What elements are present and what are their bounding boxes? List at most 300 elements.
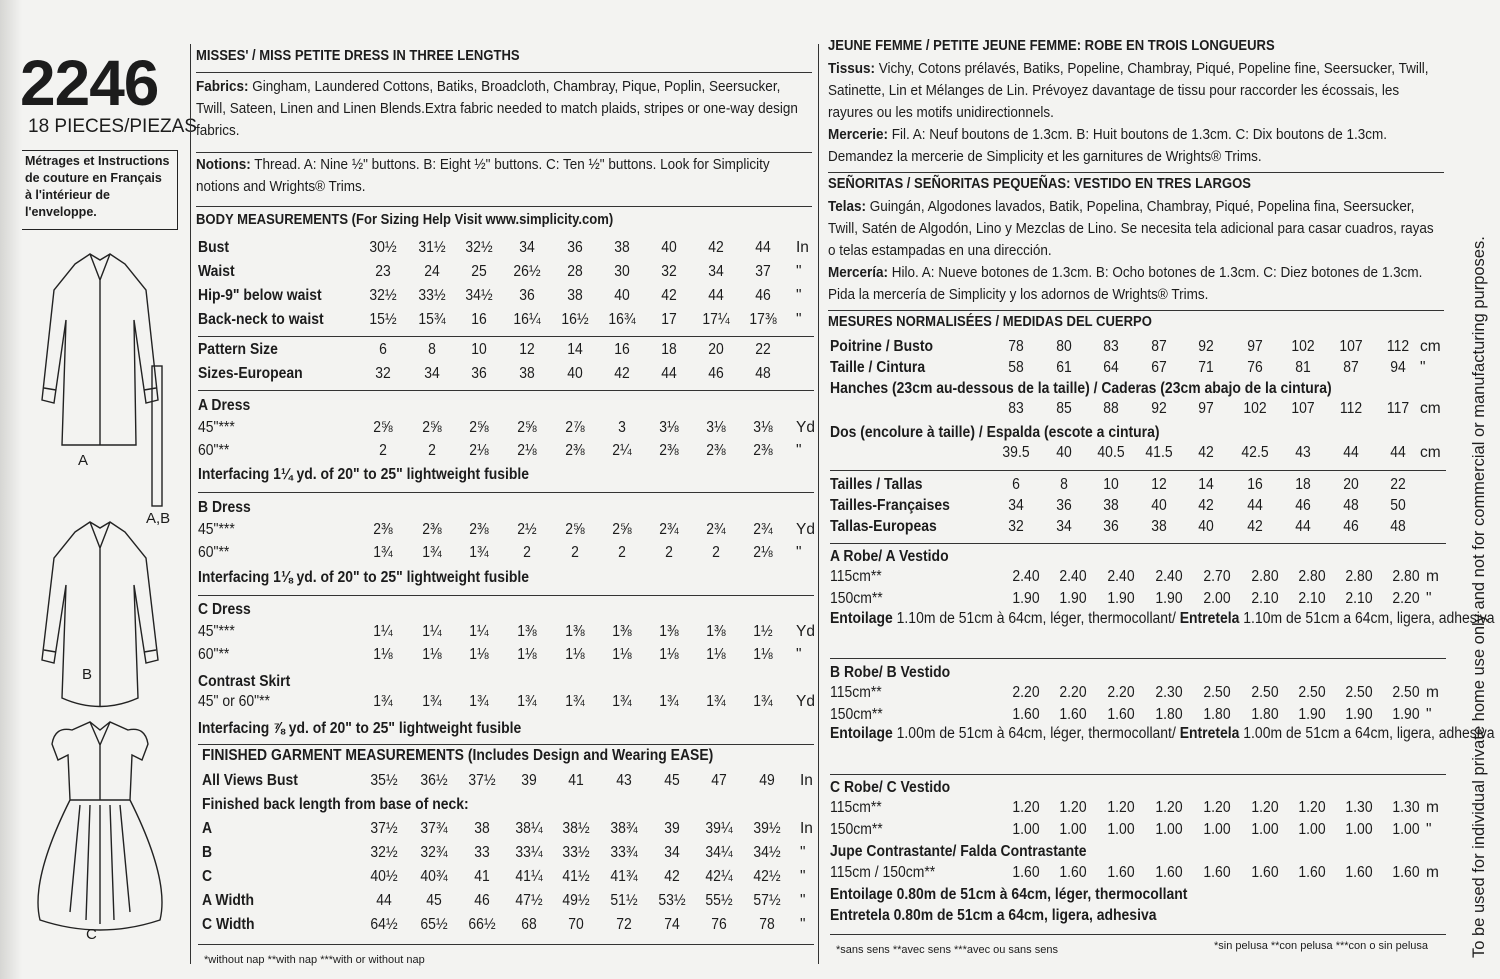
unit-label: In	[796, 239, 809, 256]
merceria-text: Hilo. A: Nueve botones de 1.3cm. B: Ocho botones de 1.3cm. C: Diez botones de 1.3cm. Pida la mercería de Simplicity y los adornos de Wrights® Trims.	[828, 264, 1423, 303]
table-cell: 36	[567, 239, 583, 256]
table-cell: 83	[1103, 338, 1119, 355]
table-cell: 1.60	[1107, 706, 1135, 723]
table-cell: 47	[711, 772, 727, 789]
table-row	[202, 772, 842, 794]
table-cell: 80	[1056, 338, 1072, 355]
row-label: 60"**	[198, 646, 230, 663]
row-label: 115cm / 150cm**	[830, 864, 936, 881]
unit-label: "	[796, 646, 802, 663]
unit-label: "	[796, 544, 802, 561]
row-label: All Views Bust	[202, 772, 298, 789]
table-cell: 44	[1343, 444, 1359, 461]
table-cell: 16¼	[513, 311, 541, 328]
table-cell: 76	[711, 916, 727, 933]
table-cell: 34	[424, 365, 440, 382]
table-cell: 24	[424, 263, 440, 280]
unit-label: "	[800, 868, 806, 885]
table-cell: 2.20	[1012, 684, 1040, 701]
row-label: Interfacing 1¼ yd. of 20" to 25" lightweight fusible	[198, 466, 530, 483]
table-cell: 42	[1198, 444, 1214, 461]
telas-text: Guingán, Algodones lavados, Batik, Popelina, Chambray, Piqué, Popelina fina, Seersucker, Twill, Satén de Algodón, Lino y Mezclas de Lino. Se necesita tela adicional para casar cuadros, rayas o telas estampadas en una dirección.	[828, 198, 1434, 259]
table-cell: 1.60	[1345, 864, 1373, 881]
table-cell: 76	[1247, 359, 1263, 376]
table-cell: 34	[1056, 518, 1072, 535]
unit-label: "	[796, 287, 802, 304]
table-cell: 1.60	[1012, 706, 1040, 723]
table-cell: 53½	[658, 892, 686, 909]
table-cell: 1.00	[1392, 821, 1420, 838]
table-cell: 42½	[753, 868, 781, 885]
notions-paragraph	[196, 154, 808, 198]
rule	[196, 72, 812, 73]
table-cell: 94	[1390, 359, 1406, 376]
column-divider	[190, 44, 191, 964]
table-cell: 117	[1386, 400, 1410, 417]
french-instructions-note	[22, 150, 178, 230]
row-label: 45"***	[198, 419, 235, 436]
row-label: C Robe/ C Vestido	[830, 779, 951, 796]
mercerie-label: Mercerie:	[828, 126, 889, 143]
table-cell: 33¾	[610, 844, 638, 861]
table-cell: 40	[1056, 444, 1072, 461]
rule	[828, 172, 1444, 173]
table-cell: 1⅜	[706, 623, 726, 640]
table-cell: 2⅜	[565, 442, 585, 459]
row-label: 45"***	[198, 521, 235, 538]
usage-disclaimer: To be used for individual private home use only and not for commercial or manufacturing purposes.	[1470, 236, 1488, 958]
table-cell: 2⅝	[373, 419, 393, 436]
french-title: JEUNE FEMME / PETITE JEUNE FEMME: ROBE EN TROIS LONGUEURS	[828, 38, 1275, 54]
table-cell: 1.60	[1107, 864, 1135, 881]
body-measurements-heading: BODY MEASUREMENTS (For Sizing Help Visit www.simplicity.com)	[196, 212, 614, 228]
table-cell: 12	[1151, 476, 1167, 493]
table-cell: 102	[1291, 338, 1315, 355]
table-cell: 2⅛	[517, 442, 537, 459]
table-cell: 2⅜	[753, 442, 773, 459]
table-cell: 1.90	[1298, 706, 1326, 723]
unit-label: "	[1426, 706, 1432, 723]
table-cell: 2	[618, 544, 626, 561]
table-cell: 1.90	[1107, 590, 1135, 607]
row-label: 45" or 60"**	[198, 693, 270, 710]
table-cell: 2.80	[1251, 568, 1279, 585]
table-cell: 42.5	[1241, 444, 1269, 461]
table-cell: 34½	[465, 287, 493, 304]
table-cell: 1⅛	[373, 646, 393, 663]
interfacing-text	[830, 725, 1495, 743]
row-label: Waist	[198, 263, 235, 280]
unit-label: cm	[1420, 444, 1441, 461]
unit-label: "	[796, 311, 802, 328]
table-row	[198, 311, 838, 333]
entretela-label: Entretela	[1179, 725, 1240, 742]
row-label: Poitrine / Busto	[830, 338, 934, 355]
table-cell: 2.10	[1345, 590, 1373, 607]
table-cell: 57½	[753, 892, 781, 909]
unit-label: In	[800, 820, 813, 837]
table-cell: 92	[1198, 338, 1214, 355]
table-cell: 1.20	[1251, 799, 1279, 816]
row-label: Finished back length from base of neck:	[202, 796, 469, 813]
french-note-line: Métrages et Instructions	[25, 154, 170, 168]
row-label: Dos (encolure à taille) / Espalda (escote a cintura)	[830, 424, 1160, 441]
table-cell: 32½	[370, 844, 398, 861]
table-row	[198, 442, 838, 464]
table-cell: 32½	[465, 239, 493, 256]
rule	[198, 390, 814, 391]
table-cell: 2	[523, 544, 531, 561]
table-cell: 46	[1343, 518, 1359, 535]
table-cell: 36½	[420, 772, 448, 789]
table-cell: 2.70	[1203, 568, 1231, 585]
table-cell: 1¾	[612, 693, 632, 710]
table-cell: 39½	[753, 820, 781, 837]
table-cell: 22	[755, 341, 771, 358]
table-cell: 1.60	[1012, 864, 1040, 881]
table-cell: 38	[614, 239, 630, 256]
english-section	[196, 48, 816, 228]
entoilage-text: 1.10m de 51cm à 64cm, léger, thermocollant/	[896, 610, 1176, 627]
row-label: Taille / Cintura	[830, 359, 926, 376]
table-cell: 41½	[562, 868, 590, 885]
table-cell: 1⅜	[612, 623, 632, 640]
table-cell: 2.80	[1298, 568, 1326, 585]
telas-label: Telas:	[828, 198, 867, 215]
unit-label: Yd	[796, 623, 815, 640]
table-cell: 1¾	[373, 693, 393, 710]
table-cell: 37½	[468, 772, 496, 789]
table-row	[830, 864, 1470, 886]
table-cell: 102	[1243, 400, 1267, 417]
table-cell: 39	[664, 820, 680, 837]
row-label: 60"**	[198, 544, 230, 561]
table-cell: 87	[1343, 359, 1359, 376]
table-cell: 2⅞	[565, 419, 585, 436]
table-cell: 1.60	[1392, 864, 1420, 881]
table-cell: 1.00	[1203, 821, 1231, 838]
table-cell: 1.30	[1345, 799, 1373, 816]
row-label: A Robe/ A Vestido	[830, 548, 949, 565]
spanish-footnote: *sin pelusa **con pelusa ***con o sin pelusa	[1214, 940, 1429, 952]
table-cell: 47½	[515, 892, 543, 909]
table-cell: 1¾	[422, 544, 442, 561]
table-cell: 70	[568, 916, 584, 933]
table-cell: 28	[567, 263, 583, 280]
table-cell: 44	[376, 892, 392, 909]
row-label: 115cm**	[830, 799, 882, 816]
table-cell: 1.00	[1107, 821, 1135, 838]
table-cell: 48	[1343, 497, 1359, 514]
table-cell: 3⅛	[753, 419, 773, 436]
notions-text: Thread. A: Nine ½" buttons. B: Eight ½" buttons. C: Ten ½" buttons. Look for Simplicity notions and Wrights® Trims.	[196, 156, 770, 195]
table-cell: 1¼	[373, 623, 393, 640]
row-label: Hanches (23cm au-dessous de la taille) / Caderas (23cm abajo de la cintura)	[830, 380, 1332, 397]
table-cell: 1⅛	[422, 646, 442, 663]
table-cell: 3	[618, 419, 626, 436]
row-label: C	[202, 868, 213, 885]
table-cell: 32	[661, 263, 677, 280]
table-row	[198, 499, 838, 521]
table-cell: 2.20	[1059, 684, 1087, 701]
table-cell: 2.40	[1059, 568, 1087, 585]
table-cell: 10	[1103, 476, 1119, 493]
table-cell: 1¾	[706, 693, 726, 710]
table-cell: 2.50	[1345, 684, 1373, 701]
table-cell: 38	[519, 365, 535, 382]
french-spanish-section	[828, 38, 1448, 330]
row-label: Jupe Contrastante/ Falda Contrastante	[830, 843, 1087, 860]
table-row	[202, 868, 842, 890]
table-cell: 1.00	[1251, 821, 1279, 838]
table-cell: 40	[614, 287, 630, 304]
table-cell: 22	[1390, 476, 1406, 493]
table-row	[830, 779, 1470, 801]
table-cell: 37	[755, 263, 771, 280]
table-row	[198, 365, 838, 387]
table-row	[198, 419, 838, 441]
table-row	[830, 799, 1470, 821]
table-cell: 41¾	[610, 868, 638, 885]
table-cell: 36	[471, 365, 487, 382]
view-label-a: A	[78, 452, 89, 469]
table-cell: 31½	[418, 239, 446, 256]
row-label: C Dress	[198, 601, 251, 618]
unit-label: "	[1426, 821, 1432, 838]
table-cell: 85	[1056, 400, 1072, 417]
table-cell: 16	[1247, 476, 1263, 493]
table-cell: 1.00	[1012, 821, 1040, 838]
table-cell: 2¼	[612, 442, 632, 459]
table-cell: 2.00	[1203, 590, 1231, 607]
table-cell: 2.40	[1107, 568, 1135, 585]
english-footnote: *without nap **with nap ***with or without nap	[204, 954, 425, 966]
table-cell: 33½	[562, 844, 590, 861]
table-cell: 1¾	[422, 693, 442, 710]
table-cell: 1⅛	[659, 646, 679, 663]
table-row	[830, 590, 1470, 612]
rule	[196, 152, 812, 153]
french-note-line: de couture en Français	[25, 171, 162, 185]
merceria-paragraph	[828, 262, 1440, 306]
view-label-ab: A,B	[146, 510, 171, 527]
table-cell: 2	[665, 544, 673, 561]
table-row	[202, 916, 842, 938]
interfacing-line	[830, 610, 1500, 632]
table-cell: 97	[1247, 338, 1263, 355]
table-cell: 12	[519, 341, 535, 358]
table-cell: 1.90	[1059, 590, 1087, 607]
table-cell: 1.60	[1059, 706, 1087, 723]
table-row	[830, 476, 1470, 498]
table-cell: 1.80	[1251, 706, 1279, 723]
table-cell: 2.30	[1155, 684, 1183, 701]
table-cell: 2⅝	[565, 521, 585, 538]
table-cell: 2.50	[1298, 684, 1326, 701]
table-cell: 42	[664, 868, 680, 885]
table-row	[830, 684, 1470, 706]
table-cell: 2	[571, 544, 579, 561]
table-cell: 2.40	[1155, 568, 1183, 585]
table-cell: 2	[428, 442, 436, 459]
pattern-number: 2246	[20, 47, 159, 119]
table-cell: 2.10	[1298, 590, 1326, 607]
unit-label: In	[800, 772, 813, 789]
table-cell: 30	[614, 263, 630, 280]
view-label-b: B	[82, 666, 93, 683]
table-cell: 1¾	[753, 693, 773, 710]
table-row	[830, 907, 1470, 929]
table-cell: 37¾	[420, 820, 448, 837]
table-row	[198, 601, 838, 623]
table-cell: 17⅜	[749, 311, 777, 328]
table-cell: 44	[1247, 497, 1263, 514]
merceria-label: Mercería:	[828, 264, 889, 281]
unit-label: cm	[1420, 400, 1441, 417]
table-cell: 1¾	[469, 693, 489, 710]
table-cell: 36	[519, 287, 535, 304]
table-cell: 8	[428, 341, 436, 358]
table-cell: 41¼	[515, 868, 543, 885]
table-cell: 71	[1198, 359, 1214, 376]
table-cell: 2⅜	[422, 521, 442, 538]
table-cell: 1.30	[1392, 799, 1420, 816]
table-cell: 38	[1103, 497, 1119, 514]
table-row	[202, 892, 842, 914]
table-row	[202, 820, 842, 842]
table-cell: 33	[474, 844, 490, 861]
table-cell: 42	[661, 287, 677, 304]
view-label-c: C	[86, 926, 97, 943]
table-row	[198, 673, 838, 695]
table-row	[202, 844, 842, 866]
table-cell: 107	[1339, 338, 1363, 355]
table-cell: 45	[426, 892, 442, 909]
table-cell: 44	[755, 239, 771, 256]
table-cell: 44	[708, 287, 724, 304]
table-cell: 1.90	[1392, 706, 1420, 723]
row-label: Contrast Skirt	[198, 673, 291, 690]
table-cell: 1⅛	[517, 646, 537, 663]
table-row	[830, 444, 1470, 466]
table-cell: 39	[521, 772, 537, 789]
table-cell: 64½	[370, 916, 398, 933]
table-cell: 15½	[369, 311, 397, 328]
table-cell: 74	[664, 916, 680, 933]
rule	[830, 774, 1446, 775]
table-cell: 92	[1151, 400, 1167, 417]
table-cell: 1⅛	[612, 646, 632, 663]
table-row	[830, 886, 1470, 908]
table-cell: 72	[616, 916, 632, 933]
table-cell: 1¾	[373, 544, 393, 561]
table-cell: 16	[471, 311, 487, 328]
table-cell: 26½	[513, 263, 541, 280]
row-label: A	[202, 820, 213, 837]
table-row	[830, 497, 1470, 519]
rule	[198, 336, 814, 337]
spanish-title: SEÑORITAS / SEÑORITAS PEQUEÑAS: VESTIDO EN TRES LARGOS	[828, 176, 1251, 192]
unit-label: "	[796, 442, 802, 459]
table-cell: 10	[471, 341, 487, 358]
table-cell: 41.5	[1145, 444, 1173, 461]
table-cell: 1⅛	[469, 646, 489, 663]
mesures-heading: MESURES NORMALISÉES / MEDIDAS DEL CUERPO	[828, 314, 1152, 330]
row-label: C Width	[202, 916, 255, 933]
table-cell: 2.20	[1392, 590, 1420, 607]
table-cell: 3⅛	[706, 419, 726, 436]
table-cell: 1⅜	[517, 623, 537, 640]
table-row	[830, 424, 1470, 446]
row-label: Tailles / Tallas	[830, 476, 923, 493]
table-row	[198, 341, 838, 363]
table-cell: 39.5	[1002, 444, 1030, 461]
table-cell: 1½	[753, 623, 773, 640]
table-cell: 2⅛	[469, 442, 489, 459]
table-cell: 2⅝	[612, 521, 632, 538]
table-row	[198, 720, 838, 742]
table-cell: 34¼	[705, 844, 733, 861]
mercerie-text: Fil. A: Neuf boutons de 1.3cm. B: Huit boutons de 1.3cm. C: Dix boutons de 1.3cm. Demandez la mercerie de Simplicity et les garnitures de Wrights® Trims.	[828, 126, 1388, 165]
table-cell: 44	[661, 365, 677, 382]
table-cell: 42	[1198, 497, 1214, 514]
table-cell: 88	[1103, 400, 1119, 417]
table-cell: 67	[1151, 359, 1167, 376]
table-cell: 34½	[753, 844, 781, 861]
table-row	[198, 466, 838, 488]
table-cell: 51½	[610, 892, 638, 909]
row-label: 150cm**	[830, 821, 883, 838]
row-label: Back-neck to waist	[198, 311, 324, 328]
row-label: Tallas-Europeas	[830, 518, 937, 535]
rule	[830, 543, 1446, 544]
row-label: Sizes-European	[198, 365, 303, 382]
table-cell: 46	[474, 892, 490, 909]
row-label: 115cm**	[830, 684, 882, 701]
row-label: B Dress	[198, 499, 251, 516]
table-cell: 37½	[370, 820, 398, 837]
table-cell: 68	[521, 916, 537, 933]
table-cell: 44	[1390, 444, 1406, 461]
table-cell: 40¾	[420, 868, 448, 885]
table-cell: 1¾	[469, 544, 489, 561]
table-cell: 38¾	[610, 820, 638, 837]
unit-label: "	[800, 844, 806, 861]
table-row	[830, 380, 1470, 402]
rule	[830, 658, 1446, 659]
table-cell: 81	[1295, 359, 1311, 376]
table-cell: 38	[1151, 518, 1167, 535]
row-label: Tailles-Françaises	[830, 497, 950, 514]
table-cell: 97	[1198, 400, 1214, 417]
table-cell: 2⅜	[373, 521, 393, 538]
table-cell: 1.20	[1203, 799, 1231, 816]
table-cell: 40	[567, 365, 583, 382]
unit-label: Yd	[796, 693, 815, 710]
table-cell: 39¼	[705, 820, 733, 837]
table-cell: 50	[1390, 497, 1406, 514]
table-cell: 43	[616, 772, 632, 789]
table-cell: 1.90	[1012, 590, 1040, 607]
row-label: 150cm**	[830, 706, 883, 723]
table-cell: 112	[1386, 338, 1410, 355]
table-cell: 2¾	[753, 521, 773, 538]
table-cell: 55½	[705, 892, 733, 909]
french-note-line: à l'intérieur de	[25, 188, 110, 202]
pieces-count: 18 PIECES/PIEZAS	[28, 116, 197, 137]
unit-label: "	[1426, 590, 1432, 607]
table-row	[198, 569, 838, 591]
